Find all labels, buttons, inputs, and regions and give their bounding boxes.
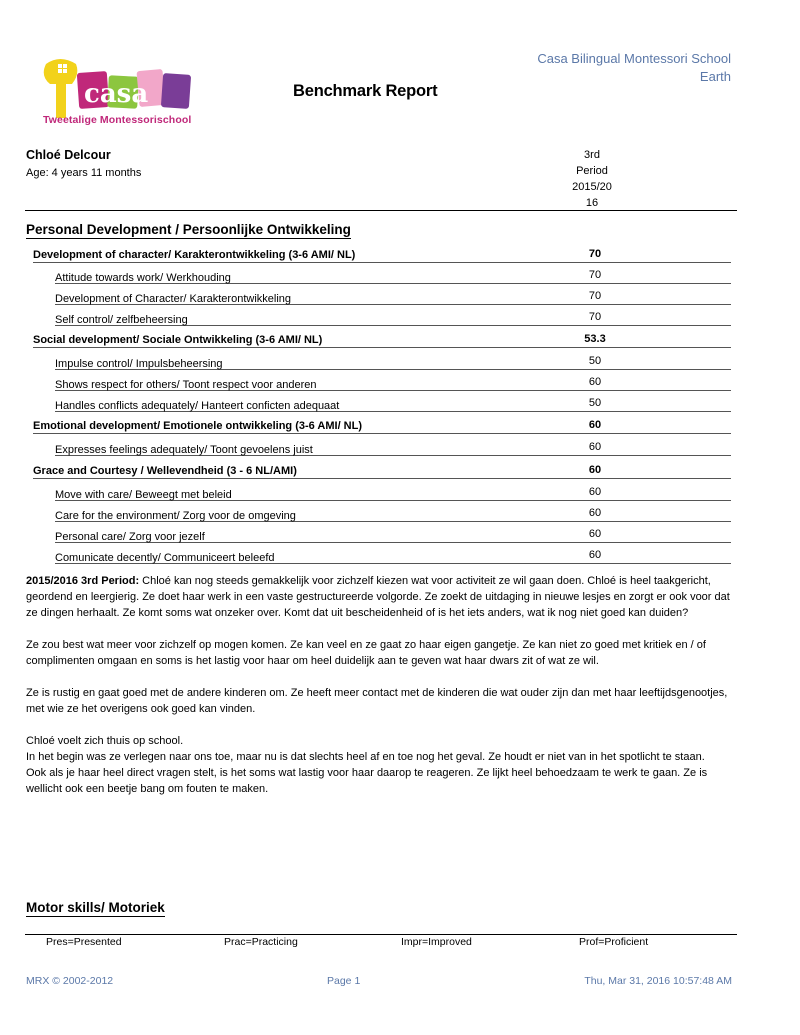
period-info bbox=[552, 147, 632, 211]
table-row bbox=[55, 264, 731, 284]
student-age: Age: 4 years 11 months bbox=[26, 167, 142, 179]
row-score: 60 bbox=[588, 528, 602, 540]
school-name: Casa Bilingual Montessori School bbox=[537, 51, 731, 66]
row-score: 60 bbox=[588, 549, 602, 561]
report-title: Benchmark Report bbox=[293, 82, 438, 100]
table-row bbox=[55, 502, 731, 522]
comment-paragraph bbox=[26, 733, 741, 797]
row-label: Personal care/ Zorg voor jezelf bbox=[55, 531, 205, 543]
comment-paragraph: Ze is rustig en gaat goed met de andere kinderen om. Ze heeft meer contact met de kinderen die wat ouder zijn dan met haar leeftijdsgenootjes, met wie ze het overigens ook goed kan vinden. bbox=[26, 687, 728, 715]
table-row bbox=[55, 436, 731, 456]
row-label: Emotional development/ Emotionele ontwikkeling (3-6 AMI/ NL) bbox=[33, 420, 363, 432]
school-info bbox=[537, 50, 731, 86]
legend-improved: Impr=Improved bbox=[401, 936, 472, 948]
table-row bbox=[55, 523, 731, 543]
comment-line: Ook als je haar heel direct vragen stelt, is het soms wat lastig voor haar daarop te reageren. Ze lijkt heel behoedzaam te werk te gaan. Ze is wellicht ook een beetje bang om fouten te maken. bbox=[26, 767, 708, 795]
row-label: Move with care/ Beweegt met beleid bbox=[55, 489, 232, 501]
period-line-4: 16 bbox=[585, 197, 599, 209]
row-score: 60 bbox=[588, 464, 602, 476]
table-row bbox=[55, 392, 731, 412]
comment-line: Chloé voelt zich thuis op school. bbox=[26, 735, 184, 747]
period-line-1: 3rd bbox=[584, 149, 600, 161]
table-row-group bbox=[33, 328, 731, 348]
table-row-group bbox=[33, 414, 731, 434]
legend-presented: Pres=Presented bbox=[46, 936, 122, 948]
table-row bbox=[55, 350, 731, 370]
row-label: Development of Character/ Karakterontwikkeling bbox=[55, 293, 292, 305]
row-label: Grace and Courtesy / Wellevendheid (3 - 6 NL/AMI) bbox=[33, 465, 297, 477]
table-row bbox=[55, 306, 731, 326]
row-score: 60 bbox=[588, 376, 602, 388]
header-divider bbox=[25, 210, 737, 211]
student-name: Chloé Delcour bbox=[26, 148, 111, 162]
school-class: Earth bbox=[699, 69, 731, 84]
logo-wordmark: casa bbox=[84, 79, 149, 109]
comment-paragraph bbox=[26, 573, 741, 621]
period-line-3: 2015/20 bbox=[572, 181, 612, 193]
row-label: Shows respect for others/ Toont respect voor anderen bbox=[55, 379, 317, 391]
row-score: 50 bbox=[588, 397, 602, 409]
row-label: Comunicate decently/ Communiceert beleefd bbox=[55, 552, 275, 564]
row-label: Care for the environment/ Zorg voor de omgeving bbox=[55, 510, 296, 522]
legend-divider bbox=[25, 934, 737, 935]
teacher-comments bbox=[26, 573, 741, 813]
table-row bbox=[55, 371, 731, 391]
footer-page-number: Page 1 bbox=[327, 975, 361, 987]
table-row bbox=[55, 544, 731, 564]
row-score: 60 bbox=[588, 419, 602, 431]
footer-copyright: MRX © 2002-2012 bbox=[26, 975, 114, 987]
table-row-group bbox=[33, 243, 731, 263]
section-title: Personal Development / Persoonlijke Ontwikkeling bbox=[26, 222, 351, 237]
table-row bbox=[55, 481, 731, 501]
row-label: Expresses feelings adequately/ Toont gevoelens juist bbox=[55, 444, 313, 456]
row-label: Development of character/ Karakterontwikkeling (3-6 AMI/ NL) bbox=[33, 249, 356, 261]
logo-subtitle: Tweetalige Montessorischool bbox=[43, 114, 192, 126]
row-label: Impulse control/ Impulsbeheersing bbox=[55, 358, 223, 370]
row-label: Self control/ zelfbeheersing bbox=[55, 314, 188, 326]
row-score: 60 bbox=[588, 507, 602, 519]
row-score: 70 bbox=[588, 290, 602, 302]
row-label: Attitude towards work/ Werkhouding bbox=[55, 272, 231, 284]
comment-paragraph: Ze zou best wat meer voor zichzelf op mogen komen. Ze kan veel en ze gaat zo haar eigen gangetje. Ze kan niet zo goed met kritiek en / of complimenten omgaan en soms is het lastig voor haar om heel duidelijk aan te geven wat haar dwars zit of wat ze wil. bbox=[26, 639, 706, 667]
row-label: Social development/ Sociale Ontwikkeling (3-6 AMI/ NL) bbox=[33, 334, 323, 346]
footer-timestamp: Thu, Mar 31, 2016 10:57:48 AM bbox=[584, 975, 732, 987]
row-score: 70 bbox=[588, 248, 602, 260]
table-row bbox=[55, 285, 731, 305]
motor-section-title: Motor skills/ Motoriek bbox=[26, 900, 165, 915]
row-score: 60 bbox=[588, 486, 602, 498]
period-line-2: Period bbox=[576, 165, 608, 177]
comment-period-lead: 2015/2016 3rd Period: bbox=[26, 575, 140, 587]
comment-line: In het begin was ze verlegen naar ons toe, maar nu is dat slechts heel af en toe nog het geval. Ze houdt er niet van in het spotlicht te staan. bbox=[26, 751, 705, 763]
row-score: 70 bbox=[588, 311, 602, 323]
legend-proficient: Prof=Proficient bbox=[579, 936, 649, 948]
row-score: 53.3 bbox=[584, 333, 606, 345]
row-score: 50 bbox=[588, 355, 602, 367]
legend-practicing: Prac=Practicing bbox=[224, 936, 298, 948]
row-score: 70 bbox=[588, 269, 602, 281]
row-score: 60 bbox=[588, 441, 602, 453]
comment-text: Chloé kan nog steeds gemakkelijk voor zichzelf kiezen wat voor activiteit ze wil gaan doen. Chloé is heel taakgericht, geordend en leergierig. Ze doet haar werk in een vaste gestructureerde volgorde. Ze zoekt de uitdaging in nieuwe lesjes en zorgt er ook voor dat ze dingen herhaalt. Ze komt soms wat onzeker over. Komt dat uit bescheidenheid of is het iets anders, wat ik nog niet goed kan duiden? bbox=[26, 575, 730, 619]
table-row-group bbox=[33, 459, 731, 479]
row-label: Handles conflicts adequately/ Hanteert conficten adequaat bbox=[55, 400, 340, 412]
